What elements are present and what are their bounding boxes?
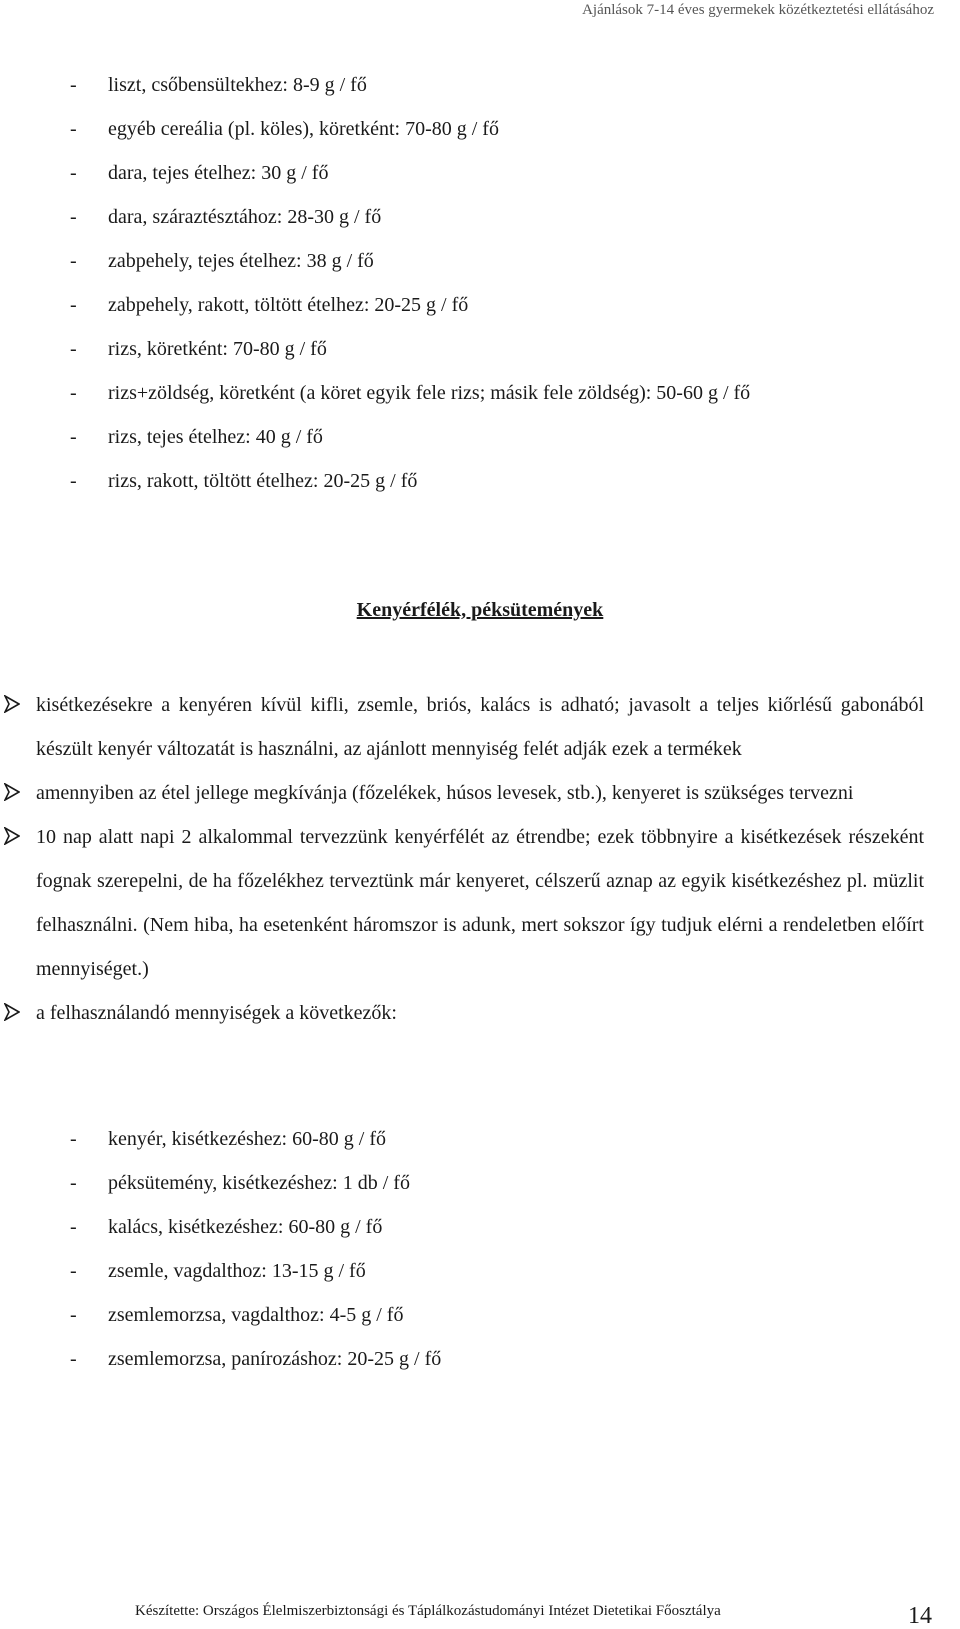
- running-header: Ajánlások 7-14 éves gyermekek közétkeztetési ellátásához: [582, 2, 934, 18]
- list-item: - zsemle, vagdalthoz: 13-15 g / fő: [70, 1256, 930, 1300]
- arrowhead-bullet-icon: [0, 991, 30, 1035]
- list-item: - liszt, csőbensültekhez: 8-9 g / fő: [70, 70, 930, 114]
- list-item: - rizs, rakott, töltött ételhez: 20-25 g / fő: [70, 466, 930, 510]
- dash-marker: -: [70, 470, 77, 492]
- bullet-item: a felhasználandó mennyiségek a következők:: [36, 991, 924, 1035]
- page-footer: Készítette: Országos Élelmiszerbiztonsági és Táplálkozástudományi Intézet Dietetikai Főosztálya: [135, 1603, 721, 1619]
- bread-quantities-list: [70, 1124, 930, 1388]
- page-number: 14: [908, 1603, 932, 1629]
- section-heading: Kenyérfélék, péksütemények: [356, 599, 604, 621]
- dash-marker: -: [70, 1216, 77, 1238]
- list-item: - zsemlemorzsa, vagdalthoz: 4-5 g / fő: [70, 1300, 930, 1344]
- dash-marker: -: [70, 1172, 77, 1194]
- list-item: - kenyér, kisétkezéshez: 60-80 g / fő: [70, 1124, 930, 1168]
- bullet-item: 10 nap alatt napi 2 alkalommal tervezzünk kenyérfélét az étrendbe; ezek többnyire a kisétkezések részeként fognak szerepelni, de ha főzelékhez terveztünk már kenyeret, célszerű aznap az egyik kisétkezéshez pl. müzlit felhasználni. (Nem hiba, ha esetenként háromszor is adunk, mert sokszor így tudjuk elérni a rendeletben előírt mennyiséget.): [36, 815, 924, 991]
- dash-marker: -: [70, 1304, 77, 1326]
- grain-quantities-list: [70, 70, 930, 510]
- dash-marker: -: [70, 118, 77, 140]
- dash-marker: -: [70, 74, 77, 96]
- list-item: - péksütemény, kisétkezéshez: 1 db / fő: [70, 1168, 930, 1212]
- bread-guidelines-list: [36, 683, 924, 1035]
- dash-marker: -: [70, 382, 77, 404]
- dash-marker: -: [70, 162, 77, 184]
- dash-marker: -: [70, 338, 77, 360]
- dash-marker: -: [70, 426, 77, 448]
- dash-marker: -: [70, 250, 77, 272]
- bullet-item: kisétkezésekre a kenyéren kívül kifli, zsemle, briós, kalács is adható; javasolt a teljes kiőrlésű gabonából készült kenyér változatát is használni, az ajánlott mennyiség felét adják ezek a termékek: [36, 683, 924, 771]
- list-item: - rizs, tejes ételhez: 40 g / fő: [70, 422, 930, 466]
- dash-marker: -: [70, 206, 77, 228]
- list-item: - rizs, köretként: 70-80 g / fő: [70, 334, 930, 378]
- list-item: - dara, tejes ételhez: 30 g / fő: [70, 158, 930, 202]
- bullet-item: amennyiben az étel jellege megkívánja (főzelékek, húsos levesek, stb.), kenyeret is szükséges tervezni: [36, 771, 924, 815]
- list-item: - zabpehely, tejes ételhez: 38 g / fő: [70, 246, 930, 290]
- dash-marker: -: [70, 1260, 77, 1282]
- arrowhead-bullet-icon: [0, 683, 30, 727]
- list-item: - rizs+zöldség, köretként (a köret egyik fele rizs; másik fele zöldség): 50-60 g / fő: [70, 378, 930, 422]
- list-item: - dara, száraztésztához: 28-30 g / fő: [70, 202, 930, 246]
- list-item: - egyéb cereália (pl. köles), köretként: 70-80 g / fő: [70, 114, 930, 158]
- list-item: - zsemlemorzsa, panírozáshoz: 20-25 g / fő: [70, 1344, 930, 1388]
- list-item: - kalács, kisétkezéshez: 60-80 g / fő: [70, 1212, 930, 1256]
- list-item: - zabpehely, rakott, töltött ételhez: 20-25 g / fő: [70, 290, 930, 334]
- dash-marker: -: [70, 294, 77, 316]
- arrowhead-bullet-icon: [0, 815, 30, 859]
- dash-marker: -: [70, 1128, 77, 1150]
- arrowhead-bullet-icon: [0, 771, 30, 815]
- dash-marker: -: [70, 1348, 77, 1370]
